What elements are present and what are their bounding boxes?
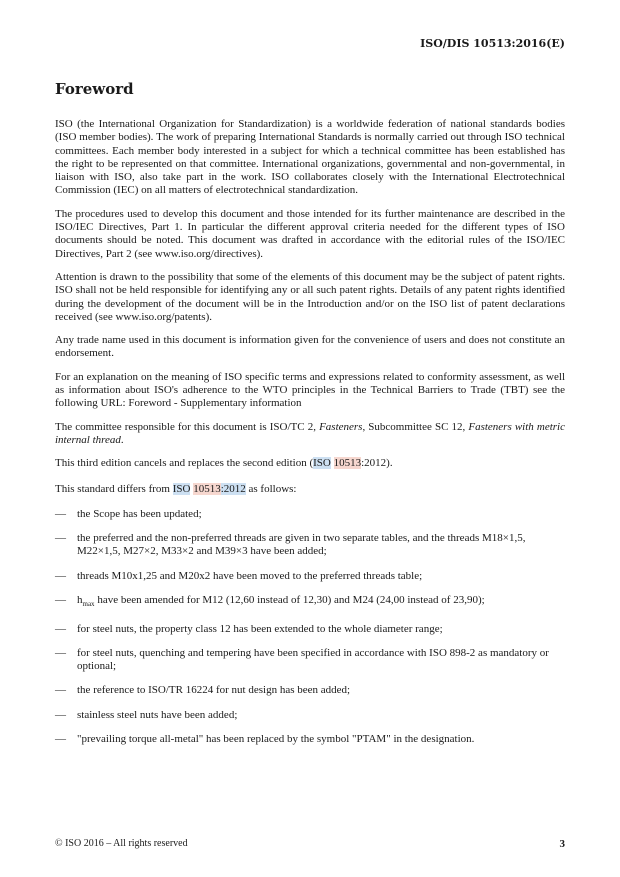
list-item: — the reference to ISO/TR 16224 for nut design has been added; (55, 684, 351, 697)
paragraph-patents: Attention is drawn to the possibility that some of the elements of this document may be the subject of patent rights. ISO shall not be held responsible for identifying any or all such patent rights. Details of any patent rights identified during the development of the document will be in the Introduction and/or on the ISO list of patent declarations received (see www.iso.org/patents). (55, 270, 565, 323)
paragraph-conformity: For an explanation on the meaning of ISO specific terms and expressions related to conformity assessment, as well as information about ISO's adherence to the WTO principles in the Technical Barriers to Trade (TBT) see the following URL: Foreword - Supplementary information (55, 370, 565, 410)
highlight-number: 10513 (193, 482, 221, 495)
paragraph-procedures: The procedures used to develop this document and those intended for its further maintenance are described in the ISO/IEC Directives, Part 1. In particular the different approval criteria needed for the different types of ISO documents should be noted. This document was drafted in accordance with the editorial rules of the ISO/IEC Directives, Part 2 (see www.iso.org/directives). (55, 207, 565, 260)
list-item: — for steel nuts, the property class 12 has been extended to the whole diameter range; (55, 622, 443, 635)
section-title: Foreword (55, 80, 134, 98)
copyright-notice: © ISO 2016 – All rights reserved (55, 838, 188, 849)
paragraph-committee: The committee responsible for this document is ISO/TC 2, Fasteners, Subcommittee SC 12, Fasteners with metric internal thread. (55, 420, 565, 446)
changes-list (55, 508, 565, 746)
document-id: ISO/DIS 10513:2016(E) (420, 37, 565, 50)
highlight-iso: ISO (172, 482, 191, 495)
list-item: — $h_{max}$ have been amended for M12 (12,60 instead of 12,30) and M24 (24,00 instead of 23,90); (55, 594, 485, 609)
page-number: 3 (559, 838, 565, 850)
list-item: — for steel nuts, quenching and tempering have been specified in accordance with ISO 898-2 as mandatory or optional; (55, 646, 549, 673)
highlight-number: 10513 (333, 457, 362, 470)
paragraph-trade-name: Any trade name used in this document is information given for the convenience of users and does not constitute an endorsement. (55, 334, 565, 360)
list-item: — threads M10x1,25 and M20x2 have been moved to the preferred threads table; (55, 569, 423, 582)
highlight-iso: ISO (313, 457, 331, 470)
list-item: — stainless steel nuts have been added; (55, 708, 238, 721)
page-footer (55, 838, 565, 849)
list-item: — the Scope has been updated; (55, 507, 202, 520)
list-item: — "prevailing torque all-metal" has been replaced by the symbol "PTAM" in the designation. (55, 732, 475, 745)
list-item: — the preferred and the non-preferred threads are given in two separate tables, and the threads M18×1,5, M22×1,5, M27×2, M33×2 and M39×3 have been added; (55, 532, 526, 558)
paragraph-edition: This third edition cancels and replaces the second edition (ISO 10513:2012). (55, 457, 393, 470)
foreword-content (55, 80, 565, 757)
paragraph-iso-intro: ISO (the International Organization for Standardization) is a worldwide federation of national standards bodies (ISO member bodies). The work of preparing International Standards is normally carried out through ISO technical committees. Each member body interested in a subject for which a technical committee has been established has the right to be represented on that committee. International organizations, governmental and non-governmental, in liaison with ISO, also take part in the work. ISO collaborates closely with the International Electrotechnical Commission (IEC) on all matters of electrotechnical standardization. (55, 118, 565, 197)
paragraph-differences: This standard differs from ISO 10513:2012 as follows: (55, 482, 297, 495)
